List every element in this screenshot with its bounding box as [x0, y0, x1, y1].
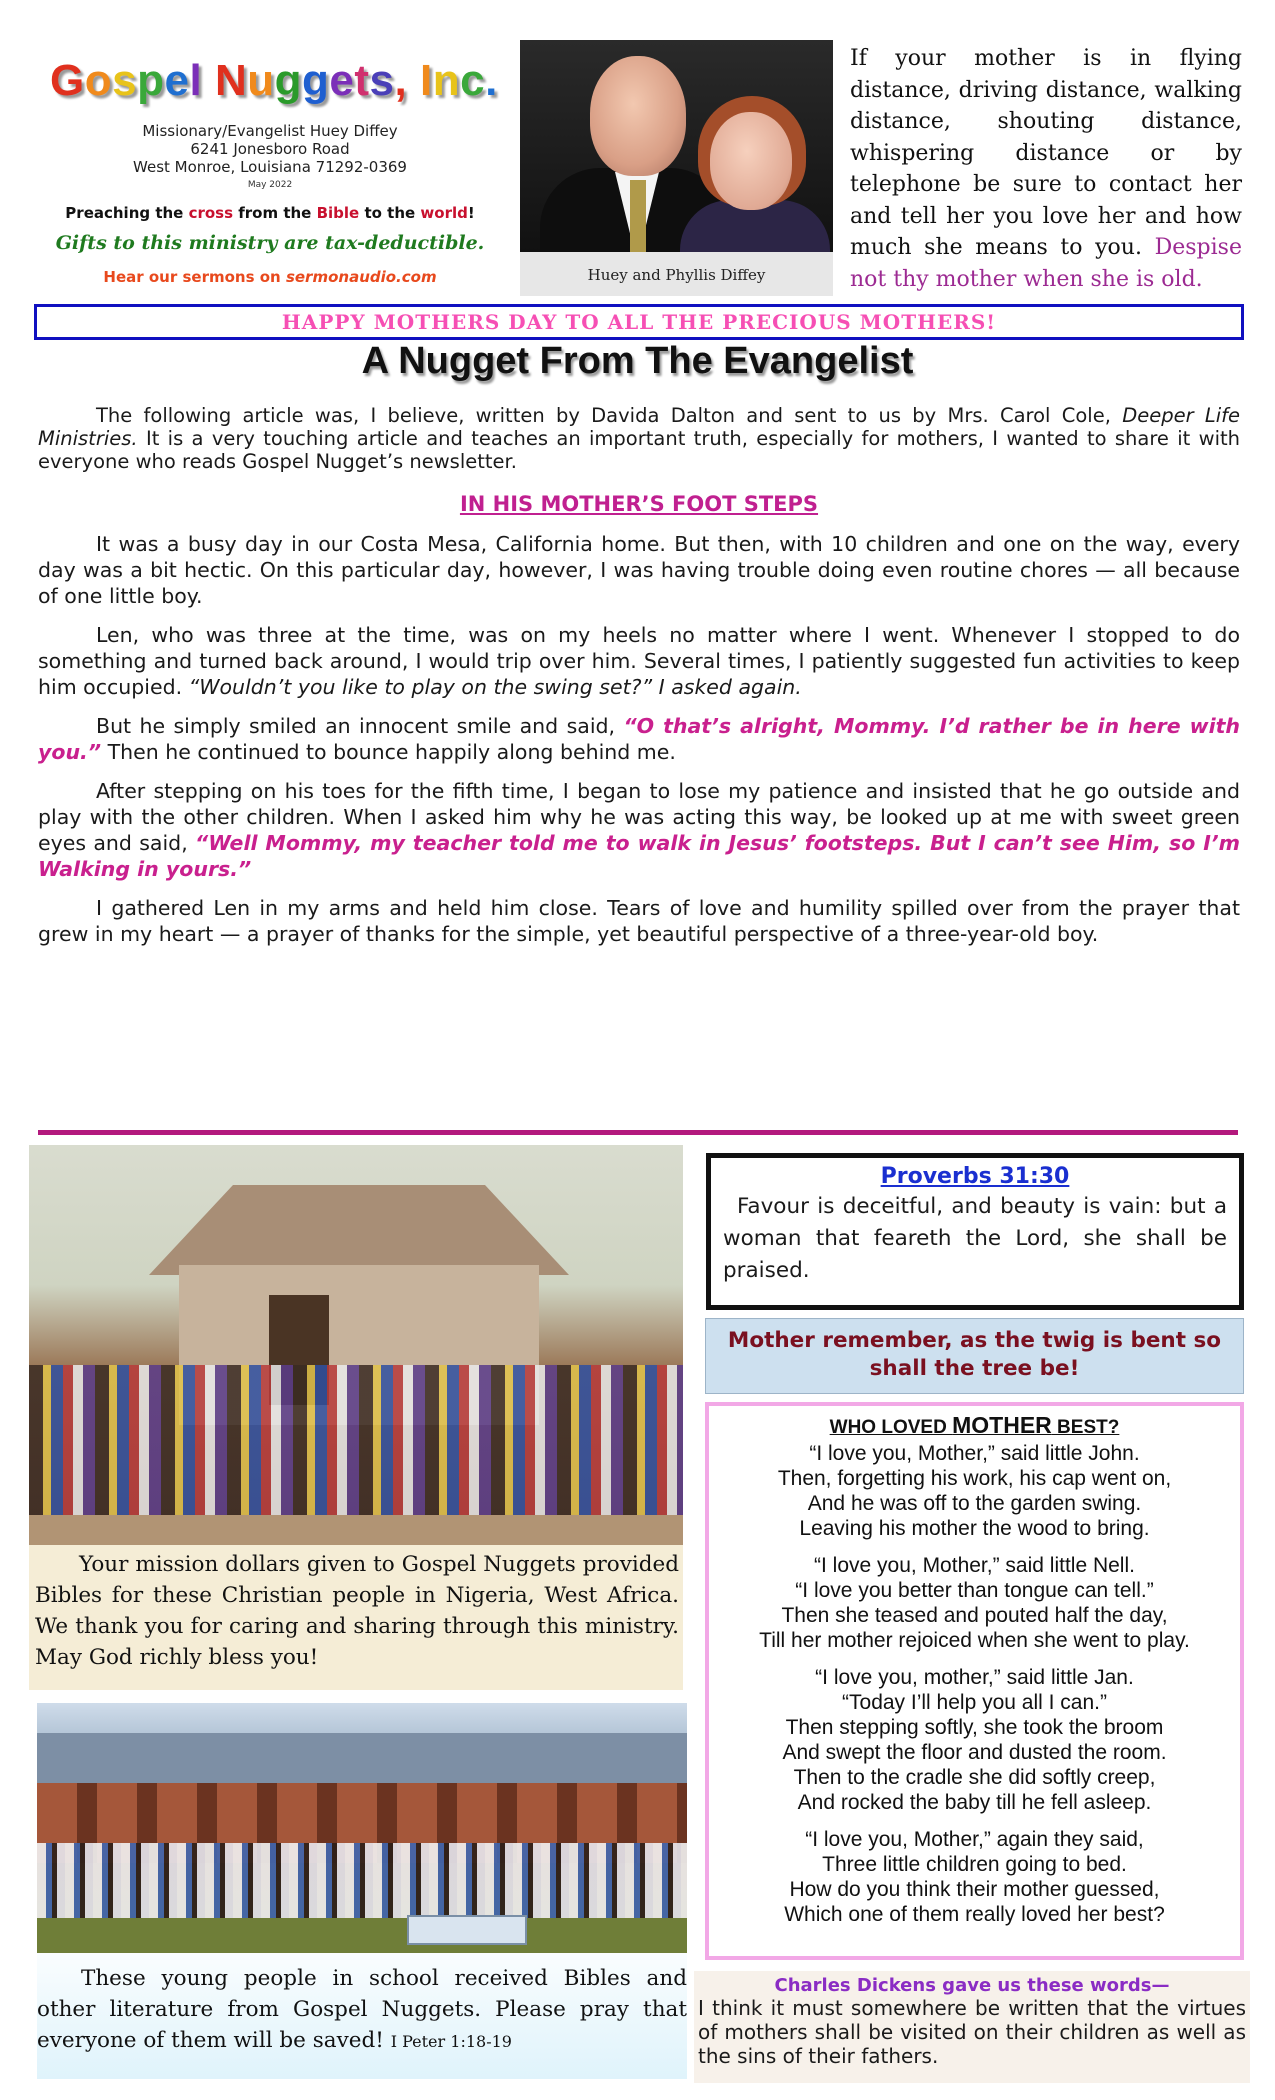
- story-paragraph: [38, 713, 1240, 765]
- article-body: [38, 404, 1240, 960]
- sermon-audio-note: [40, 268, 500, 286]
- logo-letter: g: [302, 56, 330, 105]
- nigeria-church-photo: [29, 1145, 683, 1545]
- poem-line: Three little children going to bed.: [822, 1853, 1127, 1876]
- address-line: West Monroe, Louisiana 71292-0369: [133, 158, 407, 176]
- tagline-world: world: [420, 204, 468, 222]
- logo-letter: n: [432, 56, 461, 105]
- photo-man-face: [590, 56, 686, 176]
- logo-letter: p: [137, 56, 165, 105]
- poem-stanza: [709, 1441, 1240, 1541]
- photo-ground: [29, 1515, 683, 1545]
- logo-letter: s: [112, 56, 138, 105]
- mother-reminder-text: [850, 43, 1242, 295]
- paragraph-text: After stepping on his toes for the fifth time, I began to lose my patience and insisted that he go outside and play with the other children. When I asked him why he was acting this way, be looked up at me with sweet green eyes and said,: [38, 779, 1240, 855]
- logo-letter: [407, 56, 420, 105]
- school-section: [37, 1703, 687, 2079]
- logo-letter: [202, 56, 215, 105]
- logo-space: [202, 56, 215, 105]
- school-caption: [37, 1963, 687, 2057]
- section-divider: [38, 1130, 1238, 1135]
- poem-line: Then she teased and pouted half the day,: [781, 1604, 1168, 1627]
- logo-word-nuggets: [215, 56, 395, 105]
- dickens-quote: I think it must somewhere be written that the virtues of mothers shall be visited on their children as well as the sins of their fathers.: [698, 1996, 1246, 2068]
- address-line: Missionary/Evangelist Huey Diffey: [142, 122, 398, 140]
- proverbs-title[interactable]: Proverbs 31:30: [880, 1164, 1070, 1189]
- mother-reminder-verse: Despise not thy mother when she is old.: [850, 235, 1242, 292]
- logo-word-gospel: [50, 56, 202, 105]
- poem-line: “I love you, Mother,” said little John.: [809, 1442, 1140, 1465]
- school-children-photo: [37, 1703, 687, 1953]
- photo-grass: [37, 1918, 687, 1953]
- poem-line: Then, forgetting his work, his cap went on,: [777, 1467, 1172, 1490]
- school-caption-text: These young people in school received Bibles and other literature from Gospel Nuggets. Please pray that everyone of them will be saved!: [37, 1966, 687, 2053]
- paragraph-quote: “O that’s alright, Mommy. I’d rather be in here with you.”: [38, 714, 1241, 764]
- logo-letter: G: [50, 56, 85, 105]
- logo-letter: t: [354, 56, 370, 105]
- paragraph-quote: “Well Mommy, my teacher told me to walk in Jesus’ footsteps. But I can’t see Him, so I’m Walking in yours.”: [38, 831, 1240, 881]
- proverbs-box: [706, 1153, 1244, 1310]
- photo-bible-boxes: [407, 1915, 527, 1945]
- mission-caption: Your mission dollars given to Gospel Nuggets provided Bibles for these Christian people in Nigeria, West Africa. We thank you for caring and sharing through this ministry. May God richly bless you!: [35, 1552, 679, 1670]
- mothers-day-banner: HAPPY MOTHERS DAY TO ALL THE PRECIOUS MOTHERS!: [34, 304, 1244, 340]
- poem-line: Which one of them really loved her best?: [784, 1903, 1165, 1926]
- story-paragraph: I gathered Len in my arms and held him close. Tears of love and humility spilled over from the prayer that grew in my heart — a prayer of thanks for the simple, yet beautiful perspective of a three-year-old boy.: [38, 896, 1240, 946]
- poem-line: “I love you, Mother,” again they said,: [805, 1828, 1144, 1851]
- tax-deductible-note: Gifts to this ministry are tax-deductible.: [55, 232, 485, 254]
- story-paragraph: [38, 622, 1240, 700]
- poem-line: Till her mother rejoiced when she went to play.: [759, 1629, 1190, 1652]
- logo-letter: l: [189, 56, 203, 105]
- proverbs-verse: Favour is deceitful, and beauty is vain: but a woman that feareth the Lord, she shall be praised.: [723, 1194, 1227, 1283]
- issue-date: May 2022: [247, 180, 293, 190]
- poem-line: And rocked the baby till he fell asleep.: [797, 1791, 1152, 1814]
- photo-church-roof: [149, 1185, 569, 1275]
- paragraph-text: Len, who was three at the time, was on my heels no matter where I went. Whenever I stopped to do something and turned back around, I would trip over him. Several times, I patiently suggested fun activities to keep him occupied.: [38, 623, 1240, 699]
- story-title: IN HIS MOTHER’S FOOT STEPS: [459, 492, 819, 516]
- photo-caption: Huey and Phyllis Diffey: [587, 266, 766, 284]
- poem-line: “Today I’ll help you all I can.”: [842, 1691, 1107, 1714]
- poem-box: [705, 1402, 1244, 1960]
- poem-line: Then stepping softly, she took the broom: [785, 1716, 1164, 1739]
- ministry-logo: [50, 56, 500, 106]
- intro-text: It is a very touching article and teaches an important truth, especially for mothers, I wanted to share it with everyone who reads Gospel Nugget’s newsletter.: [38, 427, 1240, 473]
- logo-letter: I: [420, 56, 433, 105]
- evangelist-photo-card: [520, 40, 833, 296]
- tagline-part: Preaching the: [65, 204, 189, 222]
- intro-text: The following article was, I believe, written by Davida Dalton and sent to us by Mrs. Carol Cole,: [96, 404, 1123, 427]
- poem-line: “I love you, Mother,” said little Nell.: [814, 1554, 1135, 1577]
- story-paragraph: [38, 778, 1240, 882]
- dickens-title: Charles Dickens gave us these words—: [774, 1975, 1170, 1996]
- poem-title-part: WHO LOVED: [829, 1417, 953, 1438]
- story-paragraph: It was a busy day in our Costa Mesa, California home. But then, with 10 children and one on the way, every day was a bit hectic. On this particular day, however, I was having trouble doing even routine chores — all because of one little boy.: [38, 532, 1240, 608]
- mailing-address: [40, 122, 500, 176]
- logo-letter: e: [329, 56, 355, 105]
- tagline-bible: Bible: [316, 204, 360, 222]
- preaching-tagline: [40, 204, 500, 222]
- poem-stanza: [709, 1665, 1240, 1815]
- photo-students: [37, 1843, 687, 1923]
- page-title: A Nugget From The Evangelist: [361, 340, 914, 382]
- tagline-part: to the: [359, 204, 421, 222]
- poem-title: [709, 1412, 1240, 1439]
- tagline-part: !: [467, 204, 475, 222]
- photo-school-roof: [37, 1733, 687, 1783]
- article-intro: [38, 404, 1240, 473]
- poem-stanza: [709, 1827, 1240, 1927]
- poem-title-part: BEST?: [1051, 1417, 1120, 1438]
- logo-letter: g: [274, 56, 303, 105]
- logo-letter: ,: [394, 56, 408, 105]
- poem-line: And swept the floor and dusted the room.: [782, 1741, 1167, 1764]
- poem-line: Then to the cradle she did softly creep,: [793, 1766, 1156, 1789]
- dickens-quote-box: [694, 1971, 1250, 2083]
- logo-letter: c: [460, 56, 486, 105]
- logo-letter: e: [164, 56, 190, 105]
- address-line: 6241 Jonesboro Road: [190, 140, 350, 158]
- poem-line: How do you think their mother guessed,: [789, 1878, 1160, 1901]
- scripture-reference: I Peter 1:18-19: [390, 2032, 512, 2051]
- tagline-cross: cross: [188, 204, 234, 222]
- poem-line: “I love you better than tongue can tell.”: [795, 1579, 1154, 1602]
- tagline-part: from the: [233, 204, 317, 222]
- mission-section: [29, 1145, 683, 1690]
- intro-organization: Deeper Life Ministries.: [38, 404, 1241, 450]
- logo-letter: u: [247, 56, 275, 105]
- logo-letter: .: [485, 56, 498, 105]
- photo-man-tie: [630, 180, 646, 252]
- logo-letter: N: [214, 56, 248, 105]
- logo-word-inc: [395, 56, 498, 105]
- poem-line: And he was off to the garden swing.: [807, 1492, 1142, 1515]
- sermon-audio-link[interactable]: sermonaudio.com: [285, 268, 437, 286]
- poem-stanza: [709, 1553, 1240, 1653]
- mother-reminder-body: If your mother is in flying distance, driving distance, walking distance, shouting distance, whispering distance or by telephone be sure to contact her and tell her you love her and how much she means to you.: [850, 46, 1242, 260]
- poem-title-mother: MOTHER: [952, 1412, 1052, 1438]
- sermon-note-prefix: Hear our sermons on: [103, 268, 286, 286]
- paragraph-text: But he simply smiled an innocent smile and said,: [96, 714, 624, 738]
- photo-woman-face: [710, 112, 792, 210]
- paragraph-text: Then he continued to bounce happily along behind me.: [101, 740, 676, 764]
- poem-line: Leaving his mother the wood to bring.: [799, 1517, 1150, 1540]
- twig-saying: Mother remember, as the twig is bent so shall the tree be!: [705, 1318, 1244, 1394]
- paragraph-quote: “Wouldn’t you like to play on the swing set?” I asked again.: [188, 675, 802, 699]
- logo-letter: s: [369, 56, 395, 105]
- logo-letter: o: [84, 56, 113, 105]
- poem-line: “I love you, mother,” said little Jan.: [815, 1666, 1134, 1689]
- evangelist-couple-photo: [520, 40, 833, 252]
